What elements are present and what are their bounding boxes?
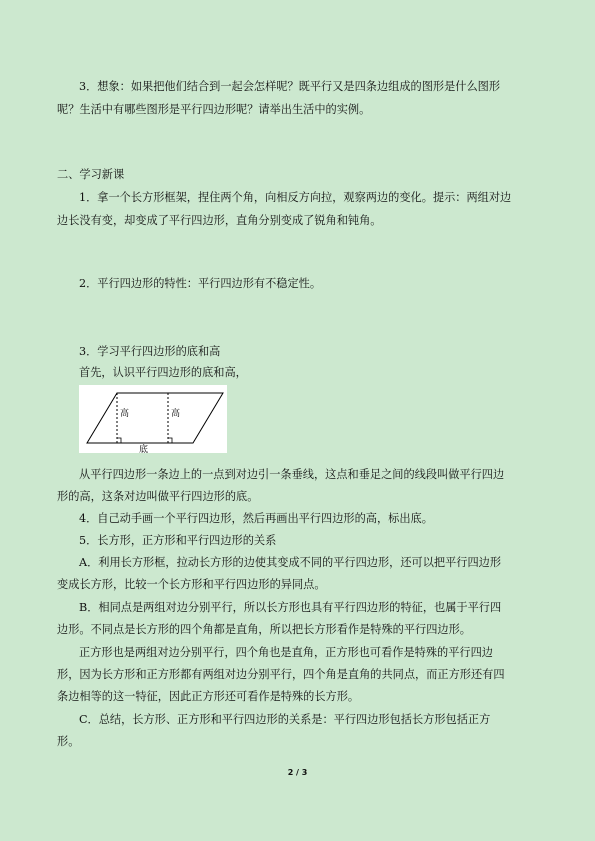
parallelogram-figure (79, 385, 227, 453)
text-line: 正方形也是两组对边分别平行，四个角也是直角，正方形也可看作是特殊的平行四边 (79, 646, 493, 659)
section-heading: 二、学习新课 (57, 168, 125, 181)
text-line: 变成长方形，比较一个长方形和平行四边形的异同点。 (57, 578, 326, 591)
text-line: C．总结，长方形、正方形和平行四边形的关系是：平行四边形包括长方形包括正方 (79, 713, 491, 726)
height-label-right: 高 (171, 409, 181, 419)
text-line: 首先，认识平行四边形的底和高， (79, 366, 247, 379)
text-line: 3．学习平行四边形的底和高 (79, 345, 221, 358)
text-line: 呢？生活中有哪些图形是平行四边形呢？请举出生活中的实例。 (57, 103, 371, 116)
text-line: 边长没有变，却变成了平行四边形，直角分别变成了锐角和钝角。 (57, 214, 382, 227)
text-line: 形的高，这条对边叫做平行四边形的底。 (57, 490, 259, 503)
parallelogram-shape (87, 393, 223, 443)
text-line: 2．平行四边形的特性：平行四边形有不稳定性。 (79, 277, 322, 290)
text-line: A．利用长方形框，拉动长方形的边使其变成不同的平行四边形，还可以把平行四边形 (79, 556, 502, 569)
text-line: 形。 (57, 735, 80, 748)
text-line: 条边相等的这一特征，因此正方形还可看作是特殊的长方形。 (57, 690, 360, 703)
text-line: B．相同点是两组对边分别平行，所以长方形也具有平行四边形的特征，也属于平行四 (79, 601, 502, 614)
text-line: 边形。不同点是长方形的四个角都是直角，所以把长方形看作是特殊的平行四边形。 (57, 623, 471, 636)
right-angle-mark-right (168, 438, 172, 443)
text-line: 4．自己动手画一个平行四边形，然后再画出平行四边形的高，标出底。 (79, 512, 433, 525)
text-line: 形，因为长方形和正方形都有两组对边分别平行，四个角是直角的共同点，而正方形还有四 (57, 668, 505, 681)
base-label: 底 (139, 445, 149, 453)
page-number: 2 / 3 (287, 768, 308, 777)
text-line: 5．长方形，正方形和平行四边形的关系 (79, 534, 277, 547)
height-label-left: 高 (120, 409, 130, 419)
right-angle-mark-left (117, 438, 121, 443)
text-line: 1．拿一个长方形框架，捏住两个角，向相反方向拉，观察两边的变化。提示：两组对边 (79, 191, 512, 204)
text-line: 从平行四边形一条边上的一点到对边引一条垂线，这点和垂足之间的线段叫做平行四边 (79, 468, 505, 481)
parallelogram-diagram (79, 385, 227, 453)
text-line: 3．想象：如果把他们结合到一起会怎样呢？既平行又是四条边组成的图形是什么图形 (79, 80, 501, 93)
